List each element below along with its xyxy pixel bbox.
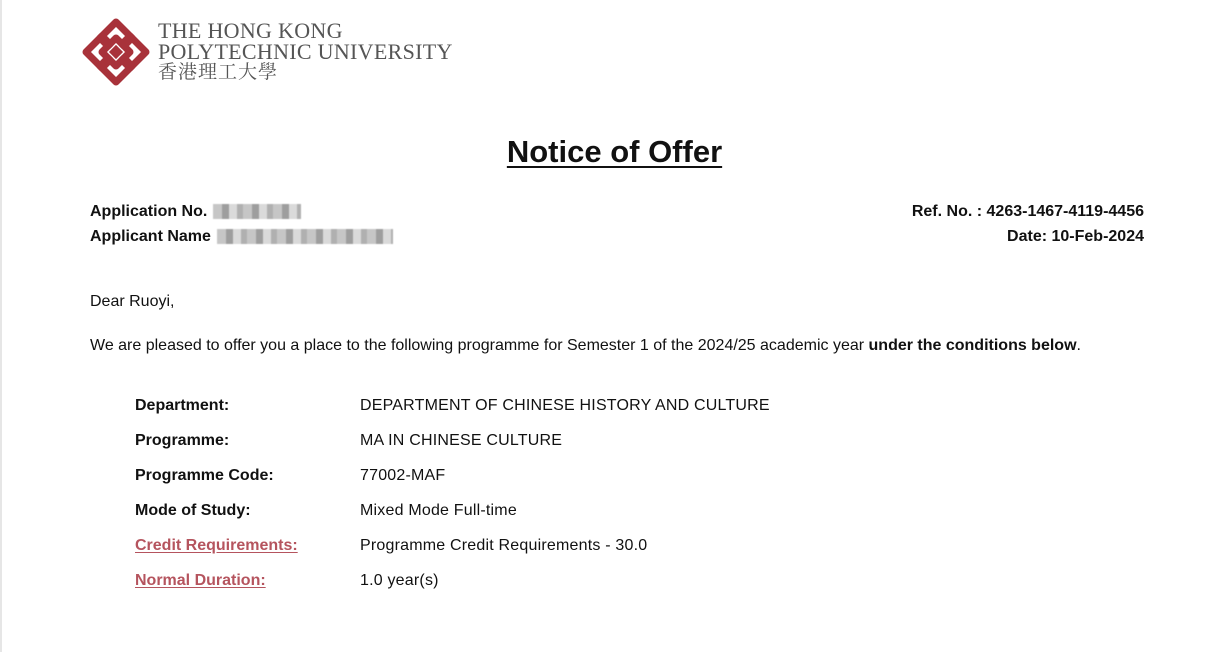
redacted-application-number [213,204,301,219]
offer-intro [90,337,1081,355]
university-logo [80,16,460,92]
credit-requirements-link[interactable]: Credit Requirements: [135,537,298,554]
programme-value: MA IN CHINESE CULTURE [360,432,563,449]
logo-line-2: POLYTECHNIC UNIVERSITY [158,39,453,64]
ref-number-row [912,199,1144,224]
intro-conditions: under the conditions below [868,337,1077,354]
document-title: Notice of Offer [506,134,723,169]
department-value: DEPARTMENT OF CHINESE HISTORY AND CULTURE [360,397,770,414]
programme-label: Programme: [135,432,230,449]
credit-requirements-value: Programme Credit Requirements - 30.0 [360,537,648,554]
mode-of-study-value: Mixed Mode Full-time [360,502,517,519]
programme-code-label: Programme Code: [135,467,274,484]
programme-code-value: 77002-MAF [360,467,446,484]
application-number-label: Application No. [90,203,208,220]
date-label: Date: [1007,228,1048,245]
applicant-name-label: Applicant Name [90,228,211,245]
reference-info [912,199,1144,249]
logo-line-1: THE HONG KONG [158,18,343,43]
intro-end: . [1076,337,1081,354]
ref-number-value: 4263-1467-4119-4456 [986,203,1144,220]
logo-line-chinese: 香港理工大學 [158,62,279,83]
date-row [912,224,1144,249]
applicant-name-row [90,224,393,249]
date-value: 10-Feb-2024 [1051,228,1144,245]
intro-text: We are pleased to offer you a place to the following programme for Semester 1 of the 2024/25 academic year [90,337,869,354]
normal-duration-link[interactable]: Normal Duration: [135,572,266,589]
normal-duration-value: 1.0 year(s) [360,572,439,589]
ref-number-label: Ref. No. : [911,203,983,220]
applicant-info [90,199,393,249]
department-label: Department: [135,397,230,414]
greeting: Dear Ruoyi, [90,293,175,310]
logo-wordmark [158,20,453,83]
mode-of-study-label: Mode of Study: [135,502,251,519]
polyu-emblem-icon [80,16,152,88]
application-number-row [90,199,393,224]
redacted-applicant-name [217,229,393,244]
